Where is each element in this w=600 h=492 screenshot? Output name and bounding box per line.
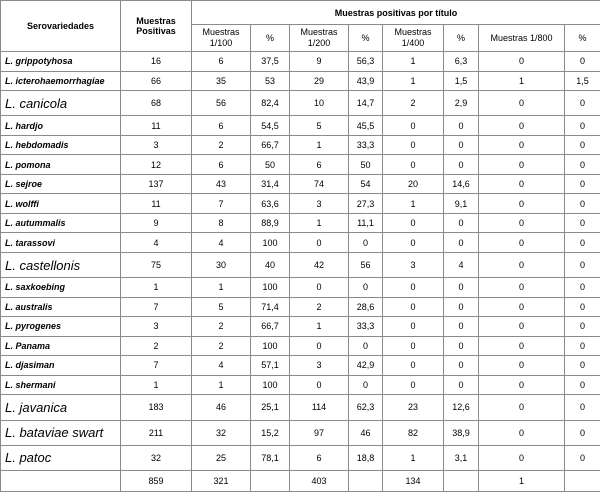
percent-cell: 0 [444,278,479,298]
table-row [1,233,600,253]
percent-cell: 0 [565,375,600,395]
count-cell: 0 [479,297,565,317]
serovar-name: L. wolffi [1,194,121,214]
table-row [1,135,600,155]
serovar-name: L. icterohaemorrhagiae [1,71,121,91]
total-cell: 403 [290,471,349,492]
count-cell: 0 [383,336,444,356]
positive-count-cell: 9 [121,213,192,233]
count-cell: 0 [479,278,565,298]
serovar-name: L. saxkoebing [1,278,121,298]
table-row [1,278,600,298]
count-cell: 1 [383,52,444,72]
percent-cell: 0 [565,278,600,298]
count-cell: 6 [192,52,251,72]
percent-cell: 63,6 [251,194,290,214]
count-cell: 0 [383,375,444,395]
total-cell [251,471,290,492]
subheader-pct-1-800: % [565,25,600,52]
count-cell: 1 [383,71,444,91]
percent-cell: 0 [349,375,383,395]
percent-cell: 46 [349,420,383,445]
positive-count-cell: 16 [121,52,192,72]
percent-cell: 0 [565,194,600,214]
serovar-name: L. djasiman [1,356,121,376]
percent-cell: 0 [565,420,600,445]
percent-cell: 31,4 [251,174,290,194]
table-row [1,174,600,194]
count-cell: 2 [290,297,349,317]
count-cell: 0 [479,52,565,72]
count-cell: 0 [383,233,444,253]
count-cell: 0 [479,420,565,445]
positive-count-cell: 1 [121,278,192,298]
count-cell: 0 [479,213,565,233]
percent-cell: 0 [444,116,479,136]
percent-cell: 11,1 [349,213,383,233]
count-cell: 56 [192,91,251,116]
count-cell: 0 [479,317,565,337]
percent-cell: 0 [565,297,600,317]
percent-cell: 14,7 [349,91,383,116]
count-cell: 25 [192,445,251,470]
percent-cell: 71,4 [251,297,290,317]
percent-cell: 12,6 [444,395,479,420]
serovar-name: L. australis [1,297,121,317]
count-cell: 74 [290,174,349,194]
percent-cell: 0 [444,233,479,253]
serovar-name: L. autummalis [1,213,121,233]
count-cell: 0 [479,135,565,155]
percent-cell: 100 [251,278,290,298]
total-cell: 859 [121,471,192,492]
count-cell: 0 [479,336,565,356]
count-cell: 0 [383,317,444,337]
positive-count-cell: 75 [121,252,192,277]
count-cell: 1 [192,375,251,395]
percent-cell: 57,1 [251,356,290,376]
percent-cell: 0 [565,336,600,356]
count-cell: 42 [290,252,349,277]
percent-cell: 54,5 [251,116,290,136]
percent-cell: 53 [251,71,290,91]
serovar-name: L. hardjo [1,116,121,136]
count-cell: 9 [290,52,349,72]
count-cell: 0 [479,356,565,376]
count-cell: 0 [383,356,444,376]
count-cell: 4 [192,233,251,253]
serovar-name: L. pyrogenes [1,317,121,337]
count-cell: 5 [192,297,251,317]
percent-cell: 50 [349,155,383,175]
percent-cell: 78,1 [251,445,290,470]
percent-cell: 0 [565,52,600,72]
count-cell: 0 [479,375,565,395]
count-cell: 2 [383,91,444,116]
subheader-muestras-1-100: Muestras 1/100 [192,25,251,52]
count-cell: 6 [192,116,251,136]
total-cell: 134 [383,471,444,492]
count-cell: 46 [192,395,251,420]
table-row [1,420,600,445]
count-cell: 32 [192,420,251,445]
count-cell: 0 [383,155,444,175]
percent-cell: 0 [349,233,383,253]
percent-cell: 0 [349,278,383,298]
percent-cell: 1,5 [565,71,600,91]
percent-cell: 42,9 [349,356,383,376]
serovar-name: L. Panama [1,336,121,356]
table-row [1,52,600,72]
count-cell: 0 [290,336,349,356]
percent-cell: 0 [565,252,600,277]
percent-cell: 6,3 [444,52,479,72]
count-cell: 1 [192,278,251,298]
count-cell: 29 [290,71,349,91]
percent-cell: 3,1 [444,445,479,470]
count-cell: 23 [383,395,444,420]
serovar-name: L. shermani [1,375,121,395]
count-cell: 2 [192,135,251,155]
percent-cell: 66,7 [251,317,290,337]
count-cell: 6 [192,155,251,175]
count-cell: 0 [383,278,444,298]
count-cell: 4 [192,356,251,376]
count-cell: 0 [290,278,349,298]
percent-cell: 0 [444,135,479,155]
serovar-name: L. grippotyhosa [1,52,121,72]
count-cell: 0 [383,213,444,233]
percent-cell: 25,1 [251,395,290,420]
percent-cell: 0 [565,445,600,470]
percent-cell: 38,9 [444,420,479,445]
percent-cell: 0 [565,233,600,253]
count-cell: 0 [290,233,349,253]
percent-cell: 82,4 [251,91,290,116]
count-cell: 7 [192,194,251,214]
serovar-name: L. tarassovi [1,233,121,253]
count-cell: 8 [192,213,251,233]
count-cell: 10 [290,91,349,116]
positive-count-cell: 12 [121,155,192,175]
percent-cell: 2,9 [444,91,479,116]
positive-count-cell: 66 [121,71,192,91]
count-cell: 0 [479,194,565,214]
percent-cell: 66,7 [251,135,290,155]
percent-cell: 0 [444,213,479,233]
percent-cell: 0 [565,135,600,155]
header-muestras-positivas: Muestras Positivas [121,1,192,52]
header-serovariedades: Serovariedades [1,1,121,52]
subheader-pct-1-100: % [251,25,290,52]
positive-count-cell: 2 [121,336,192,356]
table-row [1,71,600,91]
count-cell: 43 [192,174,251,194]
percent-cell: 50 [251,155,290,175]
percent-cell: 0 [565,174,600,194]
percent-cell: 33,3 [349,317,383,337]
count-cell: 1 [290,317,349,337]
percent-cell: 0 [444,336,479,356]
count-cell: 1 [290,213,349,233]
count-cell: 97 [290,420,349,445]
count-cell: 35 [192,71,251,91]
positive-count-cell: 68 [121,91,192,116]
percent-cell: 100 [251,336,290,356]
table-row [1,297,600,317]
subheader-pct-1-200: % [349,25,383,52]
serovar-name: L. castellonis [1,252,121,277]
table-row [1,375,600,395]
subheader-muestras-1-800: Muestras 1/800 [479,25,565,52]
table-row [1,395,600,420]
positive-count-cell: 3 [121,317,192,337]
count-cell: 0 [479,445,565,470]
serovar-name: L. pomona [1,155,121,175]
percent-cell: 0 [565,155,600,175]
table-body [1,52,600,492]
count-cell: 0 [383,116,444,136]
percent-cell: 45,5 [349,116,383,136]
count-cell: 20 [383,174,444,194]
total-cell [444,471,479,492]
percent-cell: 0 [565,356,600,376]
count-cell: 1 [479,71,565,91]
percent-cell: 43,9 [349,71,383,91]
percent-cell: 27,3 [349,194,383,214]
percent-cell: 62,3 [349,395,383,420]
percent-cell: 56,3 [349,52,383,72]
percent-cell: 0 [444,317,479,337]
total-cell [565,471,600,492]
serovar-name: L. hebdomadis [1,135,121,155]
percent-cell: 4 [444,252,479,277]
count-cell: 1 [383,194,444,214]
positive-count-cell: 211 [121,420,192,445]
percent-cell: 0 [444,155,479,175]
percent-cell: 18,8 [349,445,383,470]
percent-cell: 28,6 [349,297,383,317]
positive-count-cell: 7 [121,297,192,317]
percent-cell: 0 [349,336,383,356]
count-cell: 3 [383,252,444,277]
total-cell: 321 [192,471,251,492]
count-cell: 0 [479,395,565,420]
serovar-name: L. javanica [1,395,121,420]
count-cell: 1 [383,445,444,470]
positive-count-cell: 4 [121,233,192,253]
count-cell: 3 [290,356,349,376]
percent-cell: 100 [251,233,290,253]
total-cell: 1 [479,471,565,492]
table-row [1,445,600,470]
serovar-name: L. canicola [1,91,121,116]
count-cell: 6 [290,155,349,175]
subheader-muestras-1-200: Muestras 1/200 [290,25,349,52]
percent-cell: 54 [349,174,383,194]
count-cell: 0 [290,375,349,395]
percent-cell: 1,5 [444,71,479,91]
count-cell: 0 [479,174,565,194]
serovar-name: L. sejroe [1,174,121,194]
serovar-name: L. patoc [1,445,121,470]
subheader-muestras-1-400: Muestras 1/400 [383,25,444,52]
percent-cell: 0 [444,297,479,317]
count-cell: 114 [290,395,349,420]
percent-cell: 15,2 [251,420,290,445]
table-row [1,194,600,214]
percent-cell: 0 [565,91,600,116]
positive-count-cell: 7 [121,356,192,376]
positive-count-cell: 1 [121,375,192,395]
count-cell: 6 [290,445,349,470]
positive-count-cell: 183 [121,395,192,420]
table-row [1,336,600,356]
percent-cell: 88,9 [251,213,290,233]
count-cell: 0 [479,252,565,277]
count-cell: 30 [192,252,251,277]
percent-cell: 0 [444,375,479,395]
count-cell: 0 [479,91,565,116]
positive-count-cell: 11 [121,116,192,136]
count-cell: 0 [383,135,444,155]
count-cell: 0 [479,116,565,136]
percent-cell: 9,1 [444,194,479,214]
count-cell: 2 [192,336,251,356]
positive-count-cell: 11 [121,194,192,214]
percent-cell: 0 [565,395,600,420]
percent-cell: 100 [251,375,290,395]
count-cell: 0 [383,297,444,317]
count-cell: 82 [383,420,444,445]
table-row [1,356,600,376]
positive-count-cell: 3 [121,135,192,155]
positive-count-cell: 32 [121,445,192,470]
percent-cell: 0 [565,116,600,136]
percent-cell: 40 [251,252,290,277]
percent-cell: 56 [349,252,383,277]
percent-cell: 14,6 [444,174,479,194]
percent-cell: 0 [565,317,600,337]
count-cell: 1 [290,135,349,155]
percent-cell: 33,3 [349,135,383,155]
count-cell: 0 [479,155,565,175]
count-cell: 2 [192,317,251,337]
percent-cell: 37,5 [251,52,290,72]
header-muestras-por-titulo: Muestras positivas por título [192,1,600,25]
table-row [1,91,600,116]
table-row [1,155,600,175]
table-row [1,213,600,233]
count-cell: 0 [479,233,565,253]
count-cell: 3 [290,194,349,214]
table-row [1,116,600,136]
positive-count-cell: 137 [121,174,192,194]
totals-row [1,471,600,492]
percent-cell: 0 [565,213,600,233]
table-row [1,252,600,277]
total-cell [1,471,121,492]
percent-cell: 0 [444,356,479,376]
count-cell: 5 [290,116,349,136]
total-cell [349,471,383,492]
serovar-name: L. bataviae swart [1,420,121,445]
table-row [1,317,600,337]
subheader-pct-1-400: % [444,25,479,52]
